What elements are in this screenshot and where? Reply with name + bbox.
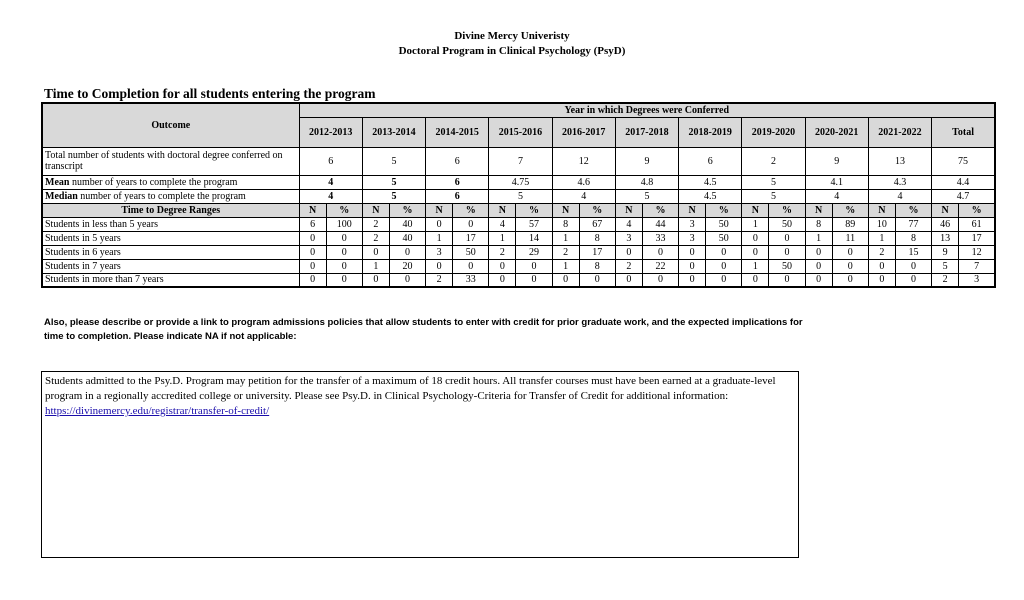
year-header: 2021-2022: [868, 117, 931, 147]
range-pct-value: 17: [453, 231, 489, 245]
range-n-value: 10: [868, 217, 895, 231]
n-header: N: [679, 203, 706, 217]
range-pct-value: 0: [706, 259, 742, 273]
range-n-value: 4: [615, 217, 642, 231]
summary-value: 7: [489, 147, 552, 175]
range-n-value: 0: [299, 259, 326, 273]
range-n-value: 1: [552, 231, 579, 245]
range-pct-value: 17: [579, 245, 615, 259]
range-n-value: 46: [932, 217, 959, 231]
range-n-value: 0: [742, 273, 769, 287]
summary-value: 75: [932, 147, 995, 175]
range-n-value: 0: [615, 273, 642, 287]
summary-value: 4.5: [679, 175, 742, 189]
range-pct-value: 50: [769, 217, 805, 231]
range-pct-value: 0: [389, 245, 425, 259]
range-pct-value: 44: [642, 217, 678, 231]
summary-value: 5: [362, 189, 425, 203]
range-n-value: 0: [615, 245, 642, 259]
completion-table: [41, 102, 996, 288]
summary-value: 6: [426, 175, 489, 189]
range-pct-value: 3: [959, 273, 995, 287]
summary-row: [42, 189, 995, 203]
range-pct-value: 50: [453, 245, 489, 259]
range-pct-value: 0: [642, 273, 678, 287]
range-n-value: 3: [679, 217, 706, 231]
range-n-value: 13: [932, 231, 959, 245]
summary-value: 6: [426, 147, 489, 175]
range-row-label: Students in 5 years: [42, 231, 299, 245]
ranges-header-row: [42, 203, 995, 217]
range-pct-value: 8: [579, 259, 615, 273]
year-group-header: Year in which Degrees were Conferred: [299, 103, 995, 117]
range-n-value: 0: [299, 245, 326, 259]
summary-value: 4.5: [679, 189, 742, 203]
range-pct-value: 33: [642, 231, 678, 245]
summary-value: 4: [299, 175, 362, 189]
range-pct-value: 0: [769, 273, 805, 287]
range-n-value: 2: [615, 259, 642, 273]
summary-row-text: Total number of students with doctoral degree conferred on transcript: [45, 150, 283, 172]
summary-value: 5: [742, 189, 805, 203]
transfer-credit-link[interactable]: https://divinemercy.edu/registrar/transfer-of-credit/: [45, 405, 270, 417]
range-n-value: 2: [362, 217, 389, 231]
summary-row-label: [42, 189, 299, 203]
n-header: N: [552, 203, 579, 217]
policy-text: Students admitted to the Psy.D. Program may petition for the transfer of a maximum of 18 credit hours. All transfer courses must have been earned at a graduate-level program in a regionally accredited college or university. Please see Psy.D. in Clinical Psychology-Criteria for Transfer of Credit for additional information:: [45, 375, 776, 402]
range-pct-value: 29: [516, 245, 552, 259]
range-pct-value: 0: [453, 217, 489, 231]
n-header: N: [489, 203, 516, 217]
range-pct-value: 7: [959, 259, 995, 273]
pct-header: %: [642, 203, 678, 217]
range-n-value: 0: [805, 245, 832, 259]
year-header: 2020-2021: [805, 117, 868, 147]
range-pct-value: 67: [579, 217, 615, 231]
range-pct-value: 17: [959, 231, 995, 245]
section-title: Time to Completion for all students entering the program: [44, 86, 376, 101]
summary-row: [42, 147, 995, 175]
summary-value: 4.75: [489, 175, 552, 189]
range-n-value: 3: [679, 231, 706, 245]
n-header: N: [868, 203, 895, 217]
range-row: [42, 273, 995, 287]
range-n-value: 0: [679, 259, 706, 273]
institution-name: Divine Mercy Univeristy: [454, 30, 570, 42]
year-header: 2019-2020: [742, 117, 805, 147]
range-pct-value: 50: [706, 217, 742, 231]
range-n-value: 0: [426, 217, 453, 231]
n-header: N: [805, 203, 832, 217]
summary-value: 4.6: [552, 175, 615, 189]
range-n-value: 4: [489, 217, 516, 231]
range-n-value: 0: [489, 273, 516, 287]
summary-row: [42, 175, 995, 189]
summary-value: 4: [299, 189, 362, 203]
summary-value: 5: [362, 147, 425, 175]
summary-value: 9: [805, 147, 868, 175]
summary-value: 4: [805, 189, 868, 203]
summary-row-bold-word: Mean: [45, 176, 70, 188]
range-row: [42, 259, 995, 273]
range-pct-value: 0: [769, 245, 805, 259]
range-pct-value: 14: [516, 231, 552, 245]
range-pct-value: 15: [895, 245, 931, 259]
summary-value: 13: [868, 147, 931, 175]
range-n-value: 3: [615, 231, 642, 245]
range-n-value: 0: [362, 273, 389, 287]
n-header: N: [299, 203, 326, 217]
range-pct-value: 11: [832, 231, 868, 245]
summary-value: 9: [615, 147, 678, 175]
range-pct-value: 40: [389, 217, 425, 231]
range-pct-value: 22: [642, 259, 678, 273]
range-pct-value: 8: [579, 231, 615, 245]
outcome-header: Outcome: [42, 103, 299, 147]
range-pct-value: 0: [326, 273, 362, 287]
pct-header: %: [895, 203, 931, 217]
range-pct-value: 89: [832, 217, 868, 231]
year-header: 2014-2015: [426, 117, 489, 147]
range-n-value: 0: [742, 231, 769, 245]
summary-value: 4.8: [615, 175, 678, 189]
range-row-label: Students in less than 5 years: [42, 217, 299, 231]
range-pct-value: 61: [959, 217, 995, 231]
range-n-value: 1: [742, 259, 769, 273]
range-n-value: 0: [679, 273, 706, 287]
range-row-label: Students in 7 years: [42, 259, 299, 273]
summary-value: 5: [362, 175, 425, 189]
range-pct-value: 0: [895, 259, 931, 273]
header-row-group: [42, 103, 995, 117]
summary-value: 4.4: [932, 175, 995, 189]
range-pct-value: 50: [706, 231, 742, 245]
program-name: Doctoral Program in Clinical Psychology (PsyD): [398, 45, 626, 57]
range-n-value: 1: [552, 259, 579, 273]
pct-header: %: [516, 203, 552, 217]
n-header: N: [932, 203, 959, 217]
pct-header: %: [453, 203, 489, 217]
range-pct-value: 0: [642, 245, 678, 259]
range-n-value: 2: [426, 273, 453, 287]
year-header: 2015-2016: [489, 117, 552, 147]
pct-header: %: [769, 203, 805, 217]
range-n-value: 8: [552, 217, 579, 231]
range-n-value: 0: [868, 273, 895, 287]
summary-value: 6: [299, 147, 362, 175]
year-header: 2017-2018: [615, 117, 678, 147]
range-pct-value: 77: [895, 217, 931, 231]
policy-instructions: Also, please describe or provide a link to program admissions policies that allow students to enter with credit for prior graduate work, and the expected implications for time to completion. Please indicate NA if not applicable:: [44, 317, 803, 342]
range-n-value: 2: [489, 245, 516, 259]
n-header: N: [362, 203, 389, 217]
range-n-value: 0: [426, 259, 453, 273]
pct-header: %: [706, 203, 742, 217]
range-pct-value: 0: [326, 245, 362, 259]
range-n-value: 0: [805, 273, 832, 287]
summary-value: 6: [679, 147, 742, 175]
range-pct-value: 0: [832, 259, 868, 273]
range-pct-value: 0: [516, 273, 552, 287]
range-n-value: 0: [299, 231, 326, 245]
range-pct-value: 0: [389, 273, 425, 287]
year-header: 2016-2017: [552, 117, 615, 147]
range-n-value: 0: [362, 245, 389, 259]
summary-row-text: number of years to complete the program: [69, 176, 238, 188]
range-n-value: 2: [932, 273, 959, 287]
range-n-value: 0: [552, 273, 579, 287]
summary-row-bold-word: Median: [45, 190, 78, 202]
range-pct-value: 0: [453, 259, 489, 273]
range-row: [42, 245, 995, 259]
range-row-label: Students in 6 years: [42, 245, 299, 259]
range-row-label: Students in more than 7 years: [42, 273, 299, 287]
range-n-value: 1: [742, 217, 769, 231]
range-pct-value: 0: [516, 259, 552, 273]
range-pct-value: 33: [453, 273, 489, 287]
pct-header: %: [832, 203, 868, 217]
range-pct-value: 0: [326, 259, 362, 273]
ranges-header: Time to Degree Ranges: [42, 203, 299, 217]
year-header: Total: [932, 117, 995, 147]
range-pct-value: 40: [389, 231, 425, 245]
range-n-value: 1: [868, 231, 895, 245]
range-n-value: 1: [426, 231, 453, 245]
summary-row-text: number of years to complete the program: [77, 190, 246, 202]
range-pct-value: 50: [769, 259, 805, 273]
n-header: N: [742, 203, 769, 217]
summary-value: 5: [742, 175, 805, 189]
summary-row-label: [42, 175, 299, 189]
pct-header: %: [389, 203, 425, 217]
range-n-value: 2: [362, 231, 389, 245]
range-n-value: 6: [299, 217, 326, 231]
summary-value: 4.3: [868, 175, 931, 189]
range-n-value: 0: [489, 259, 516, 273]
summary-row-label: [42, 147, 299, 175]
year-header: 2018-2019: [679, 117, 742, 147]
range-n-value: 0: [805, 259, 832, 273]
pct-header: %: [326, 203, 362, 217]
range-n-value: 0: [742, 245, 769, 259]
range-pct-value: 0: [579, 273, 615, 287]
range-n-value: 2: [552, 245, 579, 259]
range-n-value: 3: [426, 245, 453, 259]
range-pct-value: 0: [832, 245, 868, 259]
range-n-value: 2: [868, 245, 895, 259]
n-header: N: [615, 203, 642, 217]
range-pct-value: 12: [959, 245, 995, 259]
summary-value: 4.1: [805, 175, 868, 189]
range-pct-value: 0: [706, 245, 742, 259]
range-pct-value: 20: [389, 259, 425, 273]
summary-value: 4: [552, 189, 615, 203]
pct-header: %: [959, 203, 995, 217]
range-n-value: 0: [679, 245, 706, 259]
summary-value: 2: [742, 147, 805, 175]
range-pct-value: 0: [769, 231, 805, 245]
range-n-value: 5: [932, 259, 959, 273]
range-n-value: 1: [362, 259, 389, 273]
range-row: [42, 217, 995, 231]
range-pct-value: 0: [832, 273, 868, 287]
year-header: 2013-2014: [362, 117, 425, 147]
summary-value: 6: [426, 189, 489, 203]
range-n-value: 0: [868, 259, 895, 273]
range-pct-value: 100: [326, 217, 362, 231]
range-n-value: 1: [805, 231, 832, 245]
range-pct-value: 0: [706, 273, 742, 287]
summary-value: 5: [489, 189, 552, 203]
range-n-value: 0: [299, 273, 326, 287]
range-row: [42, 231, 995, 245]
range-pct-value: 0: [895, 273, 931, 287]
summary-value: 12: [552, 147, 615, 175]
n-header: N: [426, 203, 453, 217]
range-pct-value: 57: [516, 217, 552, 231]
range-pct-value: 8: [895, 231, 931, 245]
summary-value: 5: [615, 189, 678, 203]
summary-value: 4: [868, 189, 931, 203]
summary-value: 4.7: [932, 189, 995, 203]
range-n-value: 8: [805, 217, 832, 231]
range-n-value: 9: [932, 245, 959, 259]
range-pct-value: 0: [326, 231, 362, 245]
range-n-value: 1: [489, 231, 516, 245]
year-header: 2012-2013: [299, 117, 362, 147]
pct-header: %: [579, 203, 615, 217]
policy-response-box: [41, 371, 799, 558]
